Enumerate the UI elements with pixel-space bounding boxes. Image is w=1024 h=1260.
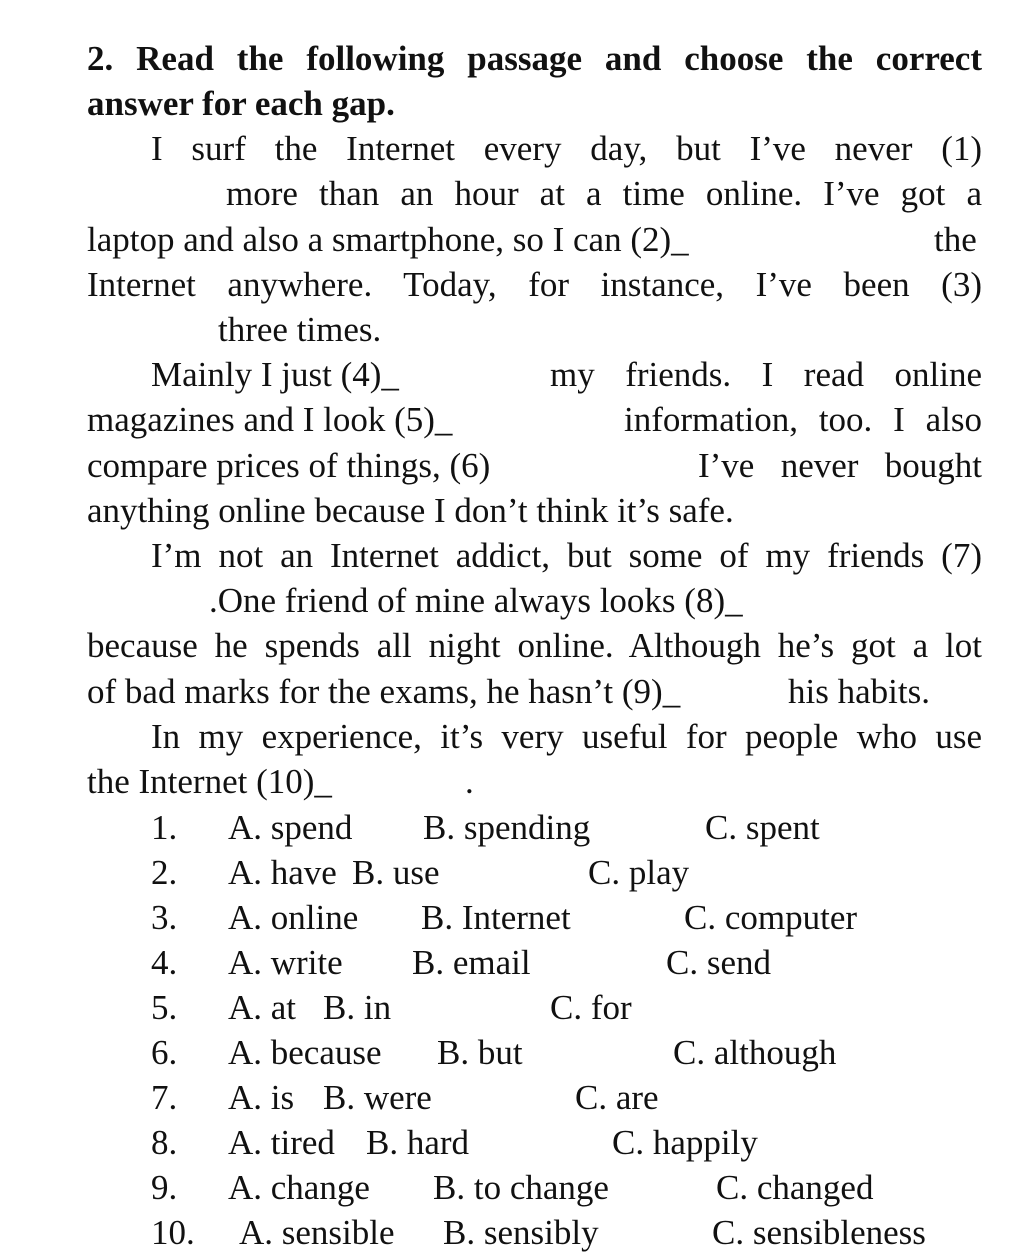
option-c[interactable]: C. for [550, 988, 632, 1027]
passage-p2-line-1b: my friends. I read online [550, 355, 982, 394]
passage-p3-line-1: I’m not an Internet addict, but some of my friends (7) [151, 536, 982, 575]
option-c[interactable]: C. happily [612, 1123, 758, 1162]
option-a[interactable]: A. spend [228, 808, 353, 847]
option-a[interactable]: A. write [228, 943, 343, 982]
option-a[interactable]: A. at [228, 988, 297, 1027]
option-c[interactable]: C. are [575, 1078, 659, 1117]
question-number: 1. [151, 808, 178, 847]
passage-p3-line-4b: his habits. [788, 672, 930, 711]
option-a[interactable]: A. change [228, 1168, 370, 1207]
passage-p3-line-3: because he spends all night online. Although he’s got a lot [87, 626, 982, 665]
passage-p2-line-2a: magazines and I look (5)_ [87, 400, 453, 439]
passage-p4-line-2b: . [465, 762, 474, 801]
option-a[interactable]: A. is [228, 1078, 295, 1117]
question-number: 7. [151, 1078, 178, 1117]
question-number: 10. [151, 1213, 195, 1252]
passage-p2-line-1a: Mainly I just (4)_ [151, 355, 399, 394]
option-a[interactable]: A. online [228, 898, 359, 937]
passage-p1-line-2: more than an hour at a time online. I’ve got a [226, 174, 982, 213]
passage-p4-line-1: In my experience, it’s very useful for people who use [151, 717, 982, 756]
passage-p2-line-4: anything online because I don’t think it’s safe. [87, 491, 734, 530]
option-a[interactable]: A. tired [228, 1123, 335, 1162]
passage-p2-line-2b: information, too. I also [624, 400, 982, 439]
option-c[interactable]: C. computer [684, 898, 858, 937]
exercise-heading-line-2: answer for each gap. [87, 84, 395, 123]
passage-p1-line-5: three times. [218, 310, 382, 349]
option-b[interactable]: B. use [352, 853, 440, 892]
exercise-heading-line-1: 2. Read the following passage and choose the correct [87, 39, 982, 78]
question-number: 6. [151, 1033, 178, 1072]
passage-p2-line-3a: compare prices of things, (6) [87, 446, 491, 485]
option-c[interactable]: C. send [666, 943, 771, 982]
passage-p4-line-2a: the Internet (10)_ [87, 762, 332, 801]
option-b[interactable]: B. sensibly [443, 1213, 599, 1252]
option-c[interactable]: C. spent [705, 808, 820, 847]
passage-p3-line-2: .One friend of mine always looks (8)_ [209, 581, 743, 620]
option-c[interactable]: C. although [673, 1033, 837, 1072]
option-b[interactable]: B. spending [423, 808, 591, 847]
passage-p1-line-3b: the [934, 220, 977, 259]
option-b[interactable]: B. Internet [421, 898, 571, 937]
question-number: 4. [151, 943, 178, 982]
option-b[interactable]: B. in [323, 988, 392, 1027]
question-number: 9. [151, 1168, 178, 1207]
option-c[interactable]: C. play [588, 853, 690, 892]
option-b[interactable]: B. email [412, 943, 531, 982]
passage-p1-line-1: I surf the Internet every day, but I’ve never (1) [151, 129, 982, 168]
question-number: 3. [151, 898, 178, 937]
passage-p2-line-3b: I’ve never bought [698, 446, 982, 485]
option-a[interactable]: A. sensible [239, 1213, 395, 1252]
passage-p3-line-4a: of bad marks for the exams, he hasn’t (9)_ [87, 672, 681, 711]
passage-p1-line-4: Internet anywhere. Today, for instance, I’ve been (3) [87, 265, 982, 304]
option-a[interactable]: A. because [228, 1033, 382, 1072]
option-b[interactable]: B. hard [366, 1123, 470, 1162]
question-number: 2. [151, 853, 178, 892]
option-b[interactable]: B. were [323, 1078, 432, 1117]
question-number: 8. [151, 1123, 178, 1162]
passage-p1-line-3a: laptop and also a smartphone, so I can (2)_ [87, 220, 689, 259]
question-number: 5. [151, 988, 178, 1027]
option-b[interactable]: B. but [437, 1033, 523, 1072]
option-c[interactable]: C. sensibleness [712, 1213, 926, 1252]
option-a[interactable]: A. have [228, 853, 337, 892]
option-b[interactable]: B. to change [433, 1168, 609, 1207]
option-c[interactable]: C. changed [716, 1168, 874, 1207]
